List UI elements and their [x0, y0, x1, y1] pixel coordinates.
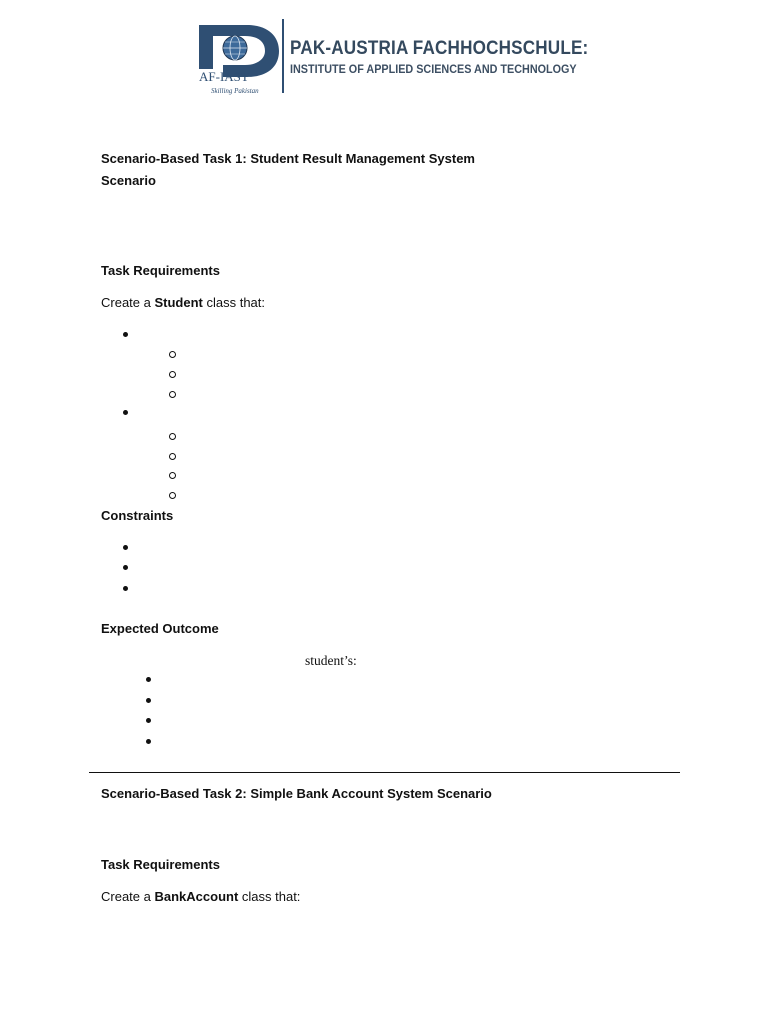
- sub-list-bullet: [169, 371, 176, 378]
- list-bullet: [146, 718, 151, 723]
- logo-divider: [282, 19, 284, 93]
- task2-create-prefix: Create a: [101, 889, 155, 904]
- task2-requirements-heading: Task Requirements: [101, 857, 220, 872]
- task2-title: Scenario-Based Task 2: Simple Bank Account System Scenario: [101, 786, 492, 801]
- task1-create-line: [101, 295, 265, 311]
- list-bullet: [123, 565, 128, 570]
- list-bullet: [146, 698, 151, 703]
- task1-scenario-label: Scenario: [101, 173, 156, 188]
- list-bullet: [123, 586, 128, 591]
- institution-subtitle: INSTITUTE OF APPLIED SCIENCES AND TECHNOLOGY: [290, 62, 577, 76]
- sub-list-bullet: [169, 351, 176, 358]
- sub-list-bullet: [169, 492, 176, 499]
- logo-tagline: Skilling Pakistan: [211, 87, 259, 95]
- task1-outcome-heading: Expected Outcome: [101, 621, 219, 636]
- task1-outcome-fragment: student’s:: [305, 653, 357, 668]
- task1-constraints-heading: Constraints: [101, 508, 174, 523]
- list-bullet: [146, 739, 151, 744]
- task2-create-suffix: class that:: [238, 889, 301, 904]
- list-bullet: [123, 545, 128, 550]
- sub-list-bullet: [169, 391, 176, 398]
- task1-requirements-heading: Task Requirements: [101, 263, 220, 278]
- task1-create-suffix: class that:: [202, 295, 266, 310]
- task1-class-name: Student: [154, 295, 203, 310]
- list-bullet: [146, 677, 151, 682]
- institution-title: PAK-AUSTRIA FACHHOCHSCHULE:: [290, 38, 589, 59]
- task2-create-line: [101, 889, 300, 905]
- list-bullet: [123, 332, 128, 337]
- sub-list-bullet: [169, 453, 176, 460]
- institution-logo: [193, 19, 589, 97]
- sub-list-bullet: [169, 472, 176, 479]
- task1-title: Scenario-Based Task 1: Student Result Management System: [101, 151, 475, 166]
- section-divider: [89, 772, 680, 773]
- sub-list-bullet: [169, 433, 176, 440]
- logo-text: AF-IAST: [199, 69, 249, 84]
- list-bullet: [123, 410, 128, 415]
- task2-class-name: BankAccount: [154, 889, 239, 904]
- task1-create-prefix: Create a: [101, 295, 155, 310]
- af-iast-logo-icon: [193, 19, 281, 97]
